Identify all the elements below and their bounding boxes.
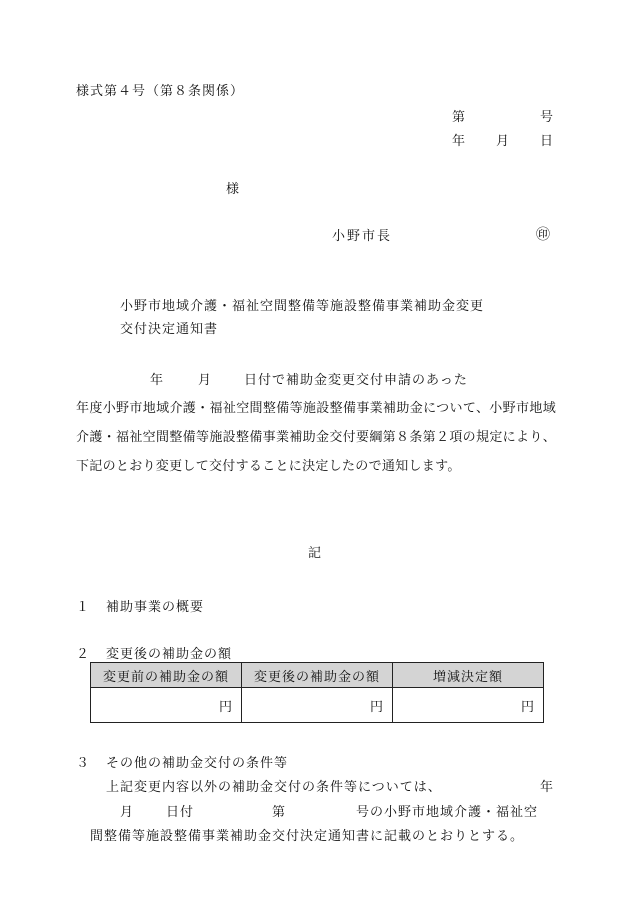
date-hi: 日 — [540, 134, 555, 149]
section-3-number: ３ — [76, 756, 91, 771]
ki-heading: 記 — [308, 546, 323, 561]
addressee-suffix: 様 — [226, 182, 241, 197]
amount-table-header-row — [91, 663, 544, 688]
section-2-label: 変更後の補助金の額 — [106, 647, 233, 662]
title-line-1: 小野市地域介護・福祉空間整備等施設整備事業補助金変更 — [120, 299, 485, 314]
doc-number-gou: 号 — [540, 110, 555, 125]
section-3-line-3: 間整備等施設整備事業補助金交付決定通知書に記載のとおりとする。 — [90, 829, 525, 844]
form-id: 様式第４号（第８条関係） — [76, 84, 245, 99]
section-3-line-1-nen: 年 — [540, 780, 555, 795]
section-3-line-2-rest: 号の小野市地域介護・福祉空 — [356, 805, 539, 820]
section-3-line-2-dai: 第 — [272, 805, 287, 820]
body-lead-tsuki: 月 — [198, 373, 213, 388]
date-tsuki: 月 — [496, 134, 511, 149]
section-2-number: ２ — [76, 647, 91, 662]
section-1-label: 補助事業の概要 — [106, 600, 205, 615]
cell-after-amount: 円 — [242, 688, 393, 723]
cell-before-amount: 円 — [91, 688, 242, 723]
header-change-amount: 増減決定額 — [393, 663, 544, 688]
seal-mark: ㊞ — [536, 227, 551, 243]
title-line-2: 交付決定通知書 — [120, 322, 219, 337]
body-paragraph: 年度小野市地域介護・福祉空間整備等施設整備事業補助金について、小野市地域介護・福祉空間整備等施設整備事業補助金交付要綱第８条第２項の規定により、下記のとおり変更して交付することに決定したので通知します。 — [76, 401, 556, 474]
cell-change-amount: 円 — [393, 688, 544, 723]
issuer-name: 小野市長 — [332, 229, 393, 244]
section-3-line-2-hi: 日付 — [166, 805, 195, 820]
section-3-line-2-tsuki: 月 — [120, 805, 135, 820]
amount-table — [90, 662, 544, 723]
body-lead-rest: 日付で補助金変更交付申請のあった — [244, 373, 468, 388]
section-3-line-1: 上記変更内容以外の補助金交付の条件等については、 — [106, 780, 442, 795]
header-after-amount: 変更後の補助金の額 — [242, 663, 393, 688]
section-3-label: その他の補助金交付の条件等 — [106, 756, 289, 771]
section-1-number: １ — [76, 600, 91, 615]
doc-number-dai: 第 — [452, 110, 467, 125]
header-before-amount: 変更前の補助金の額 — [91, 663, 242, 688]
date-nen: 年 — [452, 134, 467, 149]
body-lead-nen: 年 — [150, 373, 165, 388]
amount-table-value-row — [91, 688, 544, 723]
